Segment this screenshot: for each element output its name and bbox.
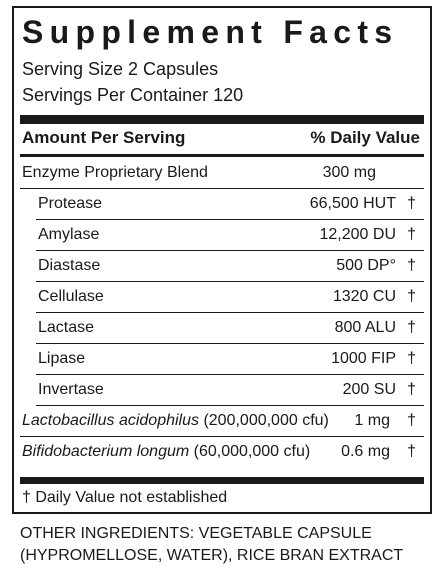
dagger-mark: † [407, 350, 416, 367]
cfu-count: (200,000,000 cfu) [199, 412, 329, 429]
dagger-mark: † [407, 195, 416, 212]
panel-title: Supplement Facts [22, 14, 399, 50]
nutrient-row [36, 375, 424, 406]
nutrient-row [36, 344, 424, 375]
other-ingredients [20, 523, 403, 567]
nutrient-amount: 1 mg [354, 412, 390, 429]
nutrient-amount: 300 mg [322, 164, 376, 181]
dagger-mark: † [407, 412, 416, 429]
thick-divider-top [20, 115, 424, 124]
nutrient-row [20, 406, 424, 437]
dagger-mark: † [407, 288, 416, 305]
dagger-mark: † [407, 319, 416, 336]
nutrient-amount: 200 SU [342, 381, 396, 398]
nutrient-name: Cellulase [38, 288, 104, 305]
nutrient-amount: 1320 CU [332, 288, 396, 305]
nutrient-name: Invertase [38, 381, 104, 398]
dagger-mark: † [407, 257, 416, 274]
nutrient-row [36, 313, 424, 344]
daily-value-header: % Daily Value [310, 128, 420, 147]
nutrient-name: Diastase [38, 257, 101, 274]
nutrient-row [36, 220, 424, 251]
serving-size: Serving Size 2 Capsules [22, 59, 219, 79]
dagger-mark: † [407, 381, 416, 398]
nutrient-row [20, 158, 424, 189]
amount-per-serving-header: Amount Per Serving [22, 128, 186, 147]
other-ingredients-line: OTHER INGREDIENTS: VEGETABLE CAPSULE [20, 525, 372, 542]
nutrient-name [22, 437, 310, 467]
servings-per-container: Servings Per Container 120 [22, 85, 244, 105]
nutrient-name: Enzyme Proprietary Blend [22, 164, 208, 181]
nutrient-name [22, 406, 329, 436]
nutrient-row [36, 189, 424, 220]
nutrient-name: Lactase [38, 319, 95, 336]
daily-value-footnote: † Daily Value not established [22, 489, 228, 506]
nutrient-amount: 66,500 HUT [309, 195, 396, 212]
nutrient-amount: 0.6 mg [341, 443, 390, 460]
nutrient-amount: 800 ALU [334, 319, 396, 336]
thick-divider-bottom [20, 477, 424, 484]
column-header-row [22, 125, 420, 151]
nutrient-name: Amylase [38, 226, 100, 243]
supplement-facts-panel [12, 6, 432, 514]
species-name: Bifidobacterium longum [22, 443, 190, 460]
nutrient-amount: 1000 FIP [331, 350, 396, 367]
dagger-mark: † [407, 443, 416, 460]
header-divider [20, 154, 424, 157]
nutrient-name: Protease [38, 195, 103, 212]
cfu-count: (60,000,000 cfu) [189, 443, 311, 460]
other-ingredients-line: (HYPROMELLOSE, WATER), RICE BRAN EXTRACT [20, 547, 404, 564]
nutrient-amount: 12,200 DU [319, 226, 396, 243]
nutrient-row [36, 251, 424, 282]
nutrient-row [20, 437, 424, 468]
nutrient-name: Lipase [38, 350, 86, 367]
nutrient-amount: 500 DP° [336, 257, 396, 274]
nutrient-row [36, 282, 424, 313]
dagger-mark: † [407, 226, 416, 243]
species-name: Lactobacillus acidophilus [22, 412, 199, 429]
